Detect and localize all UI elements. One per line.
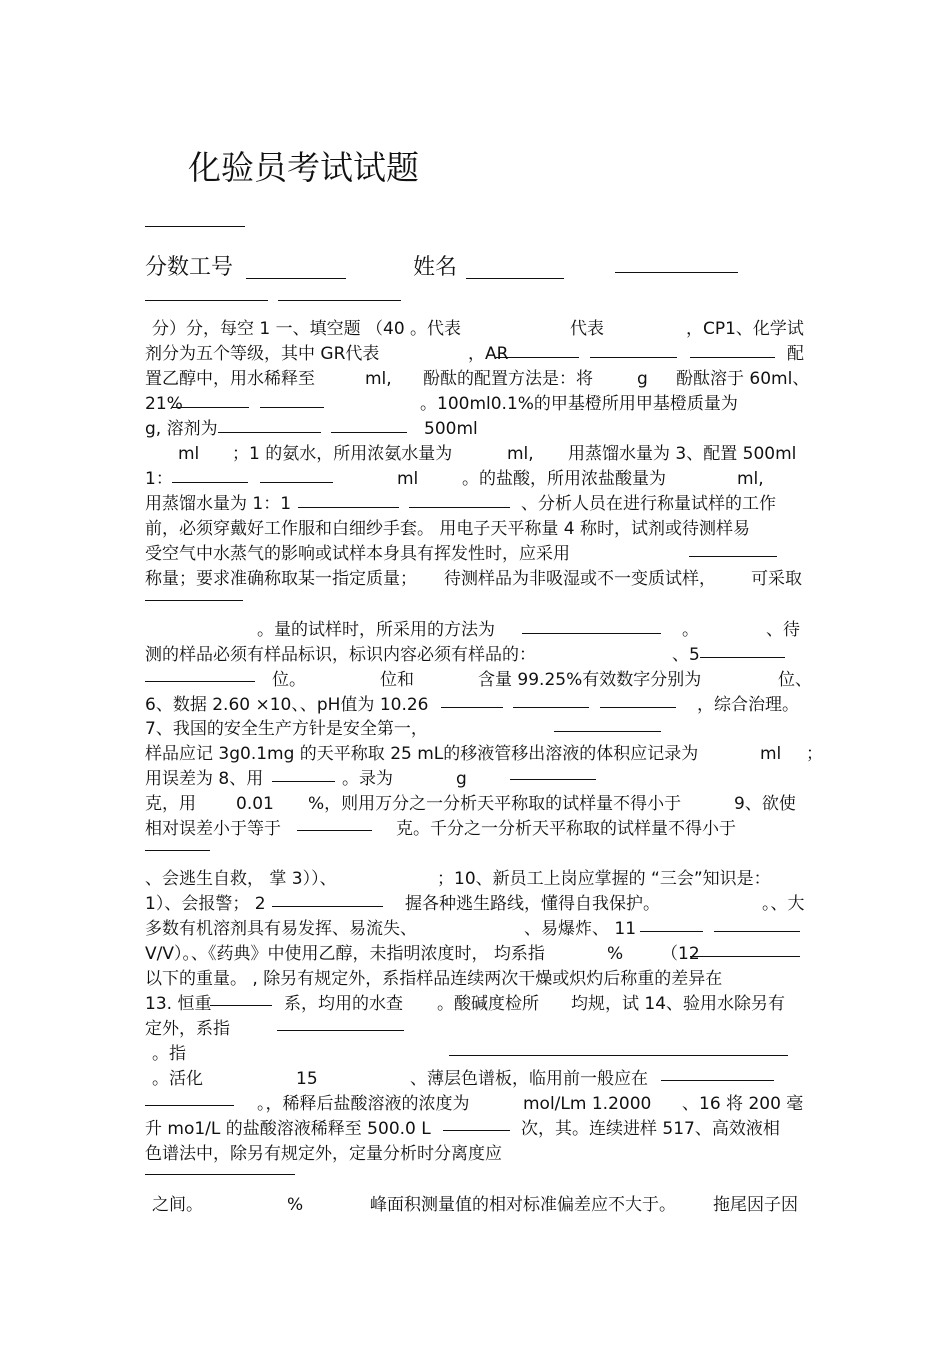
text-line: 受空气中水蒸气的影响或试样本身具有挥发性时，应采用 (145, 544, 570, 564)
blank-line (260, 482, 333, 483)
text-line: 次，其。连续进样 517、高效液相 (521, 1119, 780, 1139)
blank-line (145, 850, 210, 851)
text-line: 前，必须穿戴好工作服和白细纱手套。 用电子天平称量 4 称时，试剂或待测样易 (145, 519, 751, 539)
page-title: 化验员考试试题 (188, 148, 419, 187)
text-line: ；1 的氨水，所用浓氨水量为 (232, 444, 453, 464)
text-line: 。录为 (342, 769, 393, 789)
blank-line (522, 633, 661, 634)
text-line: 0.01 (236, 794, 274, 814)
text-line: 待测样品为非吸湿或不一变质试样， (444, 569, 716, 589)
text-line: % (607, 944, 624, 964)
text-line: 拖尾因子因 (713, 1195, 798, 1215)
blank-line (277, 1030, 404, 1031)
text-line: ml, (507, 444, 534, 464)
text-line: % (287, 1195, 304, 1215)
blank-line (590, 357, 677, 358)
text-line: 1： (145, 469, 173, 489)
blank-line (145, 600, 243, 601)
text-line: 21% (145, 394, 183, 414)
blank-line (272, 781, 335, 782)
text-line: 。活化 (152, 1069, 203, 1089)
text-line: %，则用万分之一分析天平称取的试样量不得小于 (308, 794, 682, 814)
text-line: g (456, 769, 467, 789)
text-line: 。指 (152, 1044, 186, 1064)
text-line: 用误差为 8、用 (145, 769, 264, 789)
text-line: ml, (365, 369, 392, 389)
text-line: 位和 (380, 670, 414, 690)
text-line: 。、大 (762, 894, 805, 914)
text-line: 含量 99.25%有效数字分别为 (478, 670, 702, 690)
text-line: 用蒸馏水量为 3、配置 500ml (568, 444, 797, 464)
text-line: 相对误差小于等于 (145, 819, 281, 839)
score-id-label: 分数工号 (145, 255, 234, 280)
text-line: 、5 (672, 645, 700, 665)
text-line: 系，均用的水查 (284, 994, 403, 1014)
text-line: 500ml (424, 419, 478, 439)
text-line: 定外，系指 (145, 1019, 230, 1039)
text-line: 、待 (766, 620, 800, 640)
text-line: ；10、新员工上岗应掌握的 “三会”知识是： (437, 869, 771, 889)
blank-line (690, 357, 775, 358)
blank-line (689, 556, 777, 557)
text-line: （12 (661, 944, 700, 964)
blank-line (661, 1080, 774, 1081)
text-line: ml (397, 469, 419, 489)
text-line: 升 mo1/L 的盐酸溶液稀释至 500.0 L (145, 1119, 431, 1139)
blank-line (298, 507, 399, 508)
blank-line (690, 956, 800, 957)
blank-line (260, 407, 324, 408)
text-line: 、16 将 200 毫 (682, 1094, 804, 1114)
text-line: 。，稀释后盐酸溶液的浓度为 (257, 1094, 470, 1114)
text-line: 位、 (778, 670, 812, 690)
blank-line (218, 432, 321, 433)
blank-line (714, 931, 800, 932)
text-line: 以下的重量。 , 除另有规定外，系指样品连续两次干燥或炽灼后称重的差异在 (145, 969, 723, 989)
blank-line (554, 731, 661, 732)
text-line: 9、欲使 (734, 794, 796, 814)
text-line: 6、数据 2.60 ×10、、pH值为 10.26 (145, 695, 429, 715)
blank-line (449, 1055, 788, 1056)
text-line: g (637, 369, 648, 389)
text-line: 代表 (570, 319, 604, 339)
text-line: 15 (296, 1069, 318, 1089)
blank-line (172, 482, 248, 483)
text-line: 、易爆炸、 11 (524, 919, 637, 939)
text-line: 置乙醇中，用水稀释至 (145, 369, 315, 389)
text-line: 酚酞溶于 60ml、 (676, 369, 810, 389)
text-line: 位。 (272, 670, 306, 690)
blank-line (145, 681, 255, 682)
blank-line (640, 931, 703, 932)
text-line: 握各种逃生路线，懂得自我保护。 (405, 894, 660, 914)
blank-line (210, 1005, 272, 1006)
blank-line (496, 357, 579, 358)
text-line: V/V）。、《药典》中使用乙醇，未指明浓度时， 均系指 (145, 944, 545, 964)
text-line: ml (178, 444, 200, 464)
name-label: 姓名 (413, 255, 458, 280)
text-line: 剂分为五个等级，其中 GR代表 (145, 344, 380, 364)
blank-line (297, 830, 372, 831)
blank-line (172, 407, 249, 408)
text-line: ，AR (468, 344, 509, 364)
text-line: 7、我国的安全生产方针是安全第一， (145, 719, 428, 739)
text-line: 13. 恒重 (145, 994, 212, 1014)
blank-line (443, 1130, 510, 1131)
score-id-blank (246, 278, 346, 279)
blank-line (513, 707, 589, 708)
blank-line (600, 707, 676, 708)
blank-line (145, 226, 245, 227)
text-line: 。 (682, 620, 699, 640)
blank-line (700, 657, 785, 658)
text-line: ml, (737, 469, 764, 489)
text-line: 1）、会报警； 2 (145, 894, 266, 914)
text-line: 色谱法中，除另有规定外，定量分析时分离度应 (145, 1144, 502, 1164)
blank-line (510, 779, 596, 780)
text-line: 、薄层色谱板，临用前一般应在 (410, 1069, 648, 1089)
blank-line (615, 272, 738, 273)
text-line: mol/Lm 1.2000 (523, 1094, 652, 1114)
text-line: 之间。 (152, 1195, 203, 1215)
text-line: 峰面积测量值的相对标准偏差应不大于。 (370, 1195, 676, 1215)
text-line: 样品应记 3g0.1mg 的天平称取 25 mL的移液管移出溶液的体积应记录为 (145, 744, 699, 764)
text-line: 称量；要求准确称取某一指定质量； (145, 569, 417, 589)
text-line: 测的样品必须有样品标识，标识内容必须有样品的： (145, 645, 536, 665)
blank-line (145, 1105, 234, 1106)
name-blank (466, 278, 564, 279)
text-line: 可采取 (751, 569, 802, 589)
text-line: 。100ml0.1%的甲基橙所用甲基橙质量为 (420, 394, 738, 414)
text-line: 。量的试样时，所采用的方法为 (257, 620, 495, 640)
text-line: 均规，试 14、验用水除另有 (571, 994, 786, 1014)
text-line: ml (760, 744, 782, 764)
text-line: 酚酞的配置方法是：将 (423, 369, 593, 389)
blank-line (145, 300, 268, 301)
text-line: 多数有机溶剂具有易发挥、易流失、 (145, 919, 417, 939)
blank-line (272, 906, 383, 907)
text-line: 克，用 (145, 794, 196, 814)
text-line: ，CP1、化学试 (686, 319, 804, 339)
text-line: 克。千分之一分析天平称取的试样量不得小于 (396, 819, 736, 839)
blank-line (409, 507, 510, 508)
text-line: ； (806, 744, 823, 764)
blank-line (145, 1174, 295, 1175)
blank-line (278, 300, 401, 301)
text-line: ，综合治理。 (697, 695, 799, 715)
blank-line (331, 432, 407, 433)
text-line: 用蒸馏水量为 1：1 (145, 494, 292, 514)
text-line: 。酸碱度检所 (437, 994, 539, 1014)
text-line: 、会逃生自救， 掌 3））、 (145, 869, 337, 889)
blank-line (441, 707, 503, 708)
text-line: g, 溶剂为 (145, 419, 218, 439)
text-line: 分）分，每空 1 一、填空题 （40 。代表 (152, 319, 462, 339)
text-line: 配 (787, 344, 804, 364)
text-line: 、分析人员在进行称量试样的工作 (521, 494, 776, 514)
text-line: 。的盐酸，所用浓盐酸量为 (462, 469, 666, 489)
